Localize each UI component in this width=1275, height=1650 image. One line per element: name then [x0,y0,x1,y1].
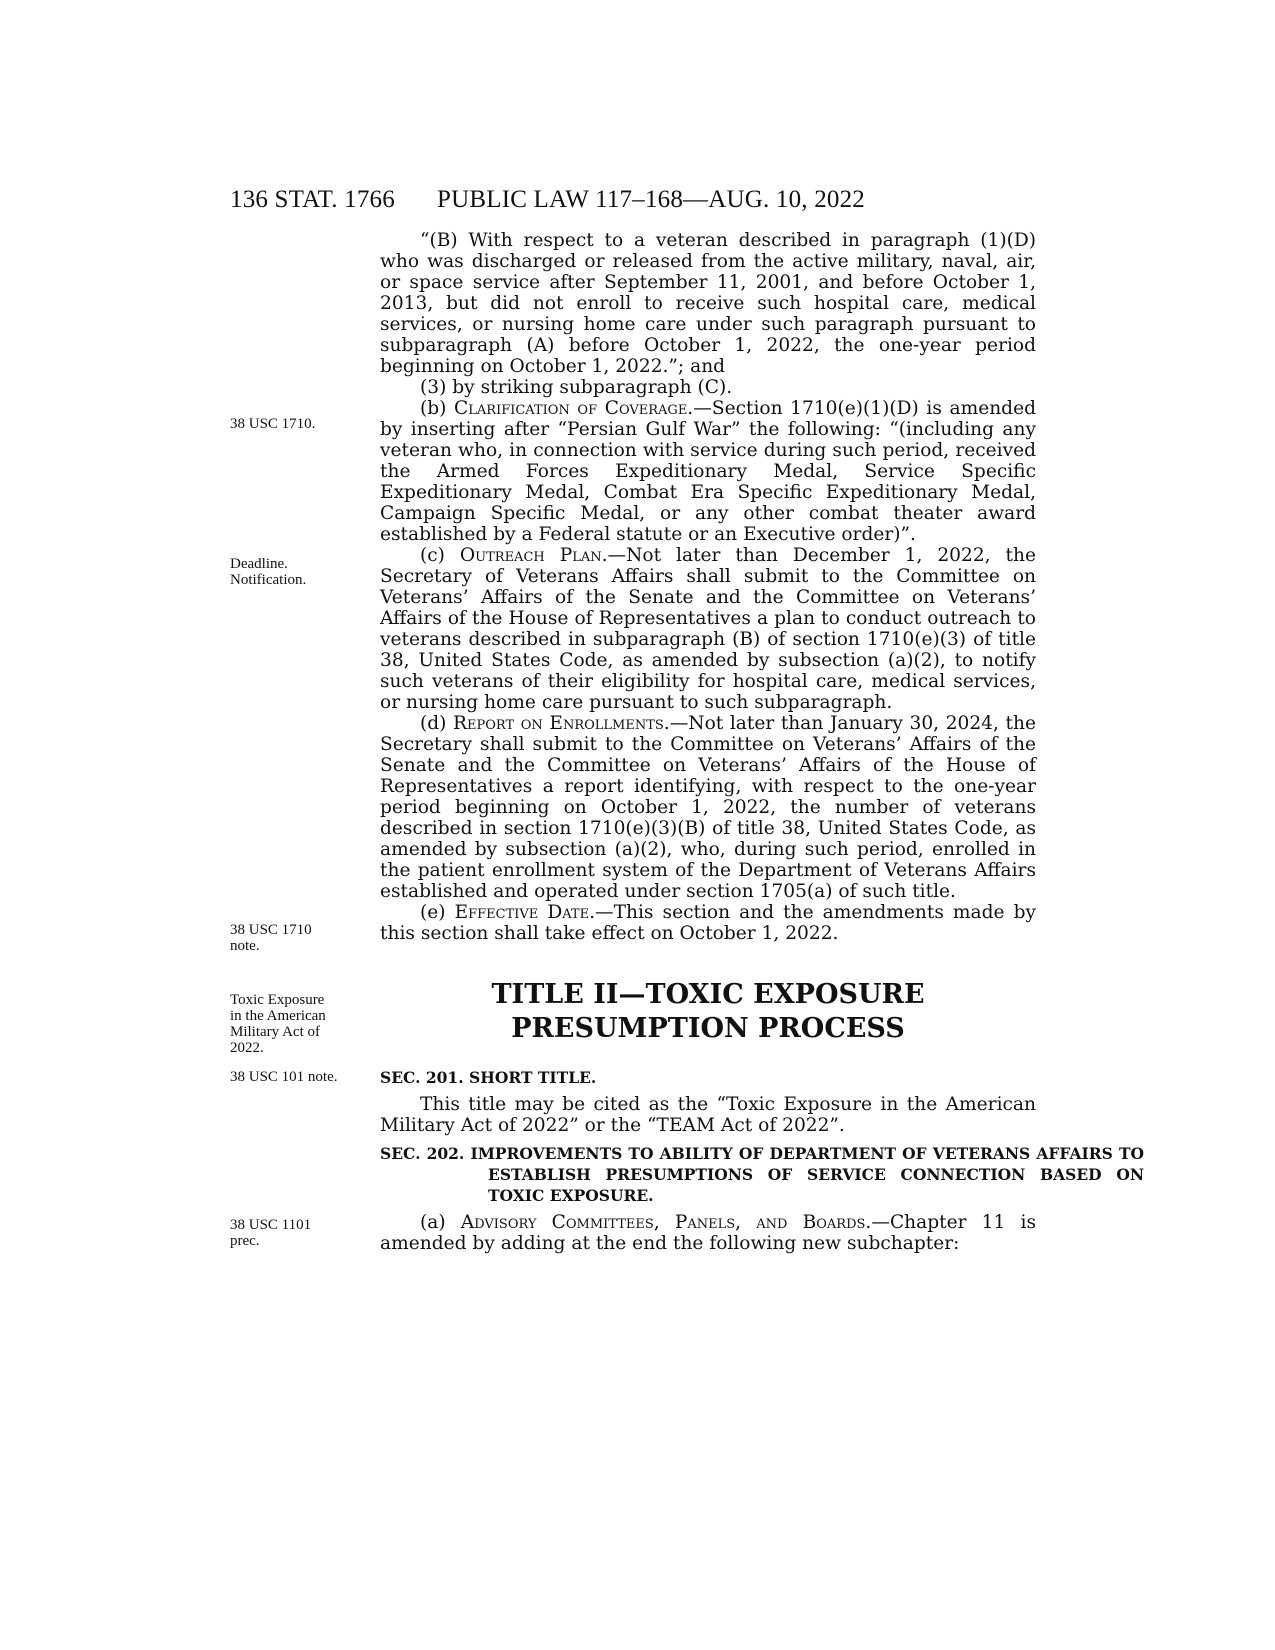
main-text-block [380,230,1036,944]
margin-note-text: in the American [230,1008,326,1024]
section-201-heading: SEC. 201. SHORT TITLE. [380,1068,597,1087]
margin-note-38usc1710 [230,416,360,432]
margin-note-text: Notification. [230,572,307,588]
subsection-b [380,398,1036,545]
margin-note-38usc101-note [230,1069,360,1085]
title-line-2: PRESUMPTION PROCESS [511,1013,905,1044]
subsection-c-heading: Outreach Plan. [459,545,608,566]
subsection-a-prefix: (a) [420,1212,461,1233]
margin-note-deadline-notification [230,556,360,588]
title-line-1: TITLE II—TOXIC EXPOSURE [491,979,925,1010]
subsection-b-heading: Clarification of Coverage. [454,398,694,419]
subsection-d-text: —Not later than January 30, 2024, the Secretary shall submit to the Committee on Veterans’ Affairs of the Senate and the Committee on Veterans’ Affairs of the House of Representatives a report identifying, with respect to the one-year period beginning on October 1, 2022, the number of veterans described in section 1710(e)(3)(B) of title 38, United States Code, as amended by subsection (a)(2), who, during such period, enrolled in the patient enrollment system of the Department of Veterans Affairs established and operated under section 1705(a) of such title. [380,713,1036,902]
paragraph-b-quoted: “(B) With respect to a veteran described in paragraph (1)(D) who was discharged or released from the active military, naval, air, or space service after September 11, 2001, and before October 1, 2013, but did not enroll to receive such hospital care, medical services, or nursing home care under such paragraph pursuant to subparagraph (A) before October 1, 2022, the one-year period beginning on October 1, 2022.”; and [380,230,1036,377]
subsection-e-heading: Effective Date. [454,902,596,923]
margin-note-toxic-exposure-act [230,992,360,1056]
subsection-d-prefix: (d) [420,713,454,734]
section-202-body [380,1212,1036,1254]
subsection-b-prefix: (b) [420,398,455,419]
title-heading [380,978,1036,1046]
margin-note-text: Toxic Exposure [230,992,325,1008]
paragraph-3: (3) by striking subparagraph (C). [420,377,733,398]
margin-note-text: 38 USC 101 note. [230,1069,338,1085]
subsection-c [380,545,1036,713]
margin-note-38usc1710-note [230,922,360,954]
margin-note-text: Deadline. [230,556,288,572]
margin-note-text: note. [230,938,260,954]
section-201-body [380,1094,1036,1136]
margin-note-text: 38 USC 1101 [230,1217,312,1233]
statute-page-number: 136 STAT. 1766 [230,186,395,213]
margin-note-38usc1101-prec [230,1217,360,1249]
margin-note-text: 2022. [230,1040,264,1056]
subsection-c-prefix: (c) [420,545,460,566]
section-201-text: This title may be cited as the “Toxic Exposure in the American Military Act of 2022” or the “TEAM Act of 2022”. [380,1094,1036,1136]
subsection-d [380,713,1036,902]
subsection-a-heading: Advisory Committees, Panels, and Boards. [460,1212,872,1233]
subsection-a-text: —Chapter 11 is amended by adding at the end the following new subchapter: [380,1212,1036,1254]
subsection-d-heading: Report on Enrollments. [453,713,670,734]
subsection-b-text: —Section 1710(e)(1)(D) is amended by inserting after “Persian Gulf War” the following: “(including any veteran who, in connection with service during such period, received the Armed Forces Expeditionary Medal, Service Specific Expeditionary Medal, Combat Era Specific Expeditionary Medal, Campaign Specific Medal, or any other combat theater award established by a Federal statute or an Executive order)”. [380,398,1036,545]
subsection-e-prefix: (e) [420,902,455,923]
section-202-heading: SEC. 202. IMPROVEMENTS TO ABILITY OF DEPARTMENT OF VETERANS AFFAIRS TO ESTABLISH PRESUMPTIONS OF SERVICE CONNECTION BASED ON TOXIC EXPOSURE. [380,1144,1144,1205]
public-law-header: PUBLIC LAW 117–168—AUG. 10, 2022 [437,186,866,213]
section-202-subsection-a [380,1212,1036,1254]
margin-note-text: Military Act of [230,1024,320,1040]
subsection-e [380,902,1036,944]
margin-note-text: 38 USC 1710. [230,416,316,432]
subsection-c-text: —Not later than December 1, 2022, the Secretary of Veterans Affairs shall submit to the Committee on Veterans’ Affairs of the Senate and the Committee on Veterans’ Affairs of the House of Representatives a plan to conduct outreach to veterans described in subparagraph (B) of section 1710(e)(3) of title 38, United States Code, as amended by subsection (a)(2), to notify such veterans of their eligibility for hospital care, medical services, or nursing home care pursuant to such subparagraph. [380,545,1036,713]
margin-note-text: 38 USC 1710 [230,922,312,938]
margin-note-text: prec. [230,1233,260,1249]
subsection-e-text: —This section and the amendments made by this section shall take effect on October 1, 2022. [380,902,1036,944]
